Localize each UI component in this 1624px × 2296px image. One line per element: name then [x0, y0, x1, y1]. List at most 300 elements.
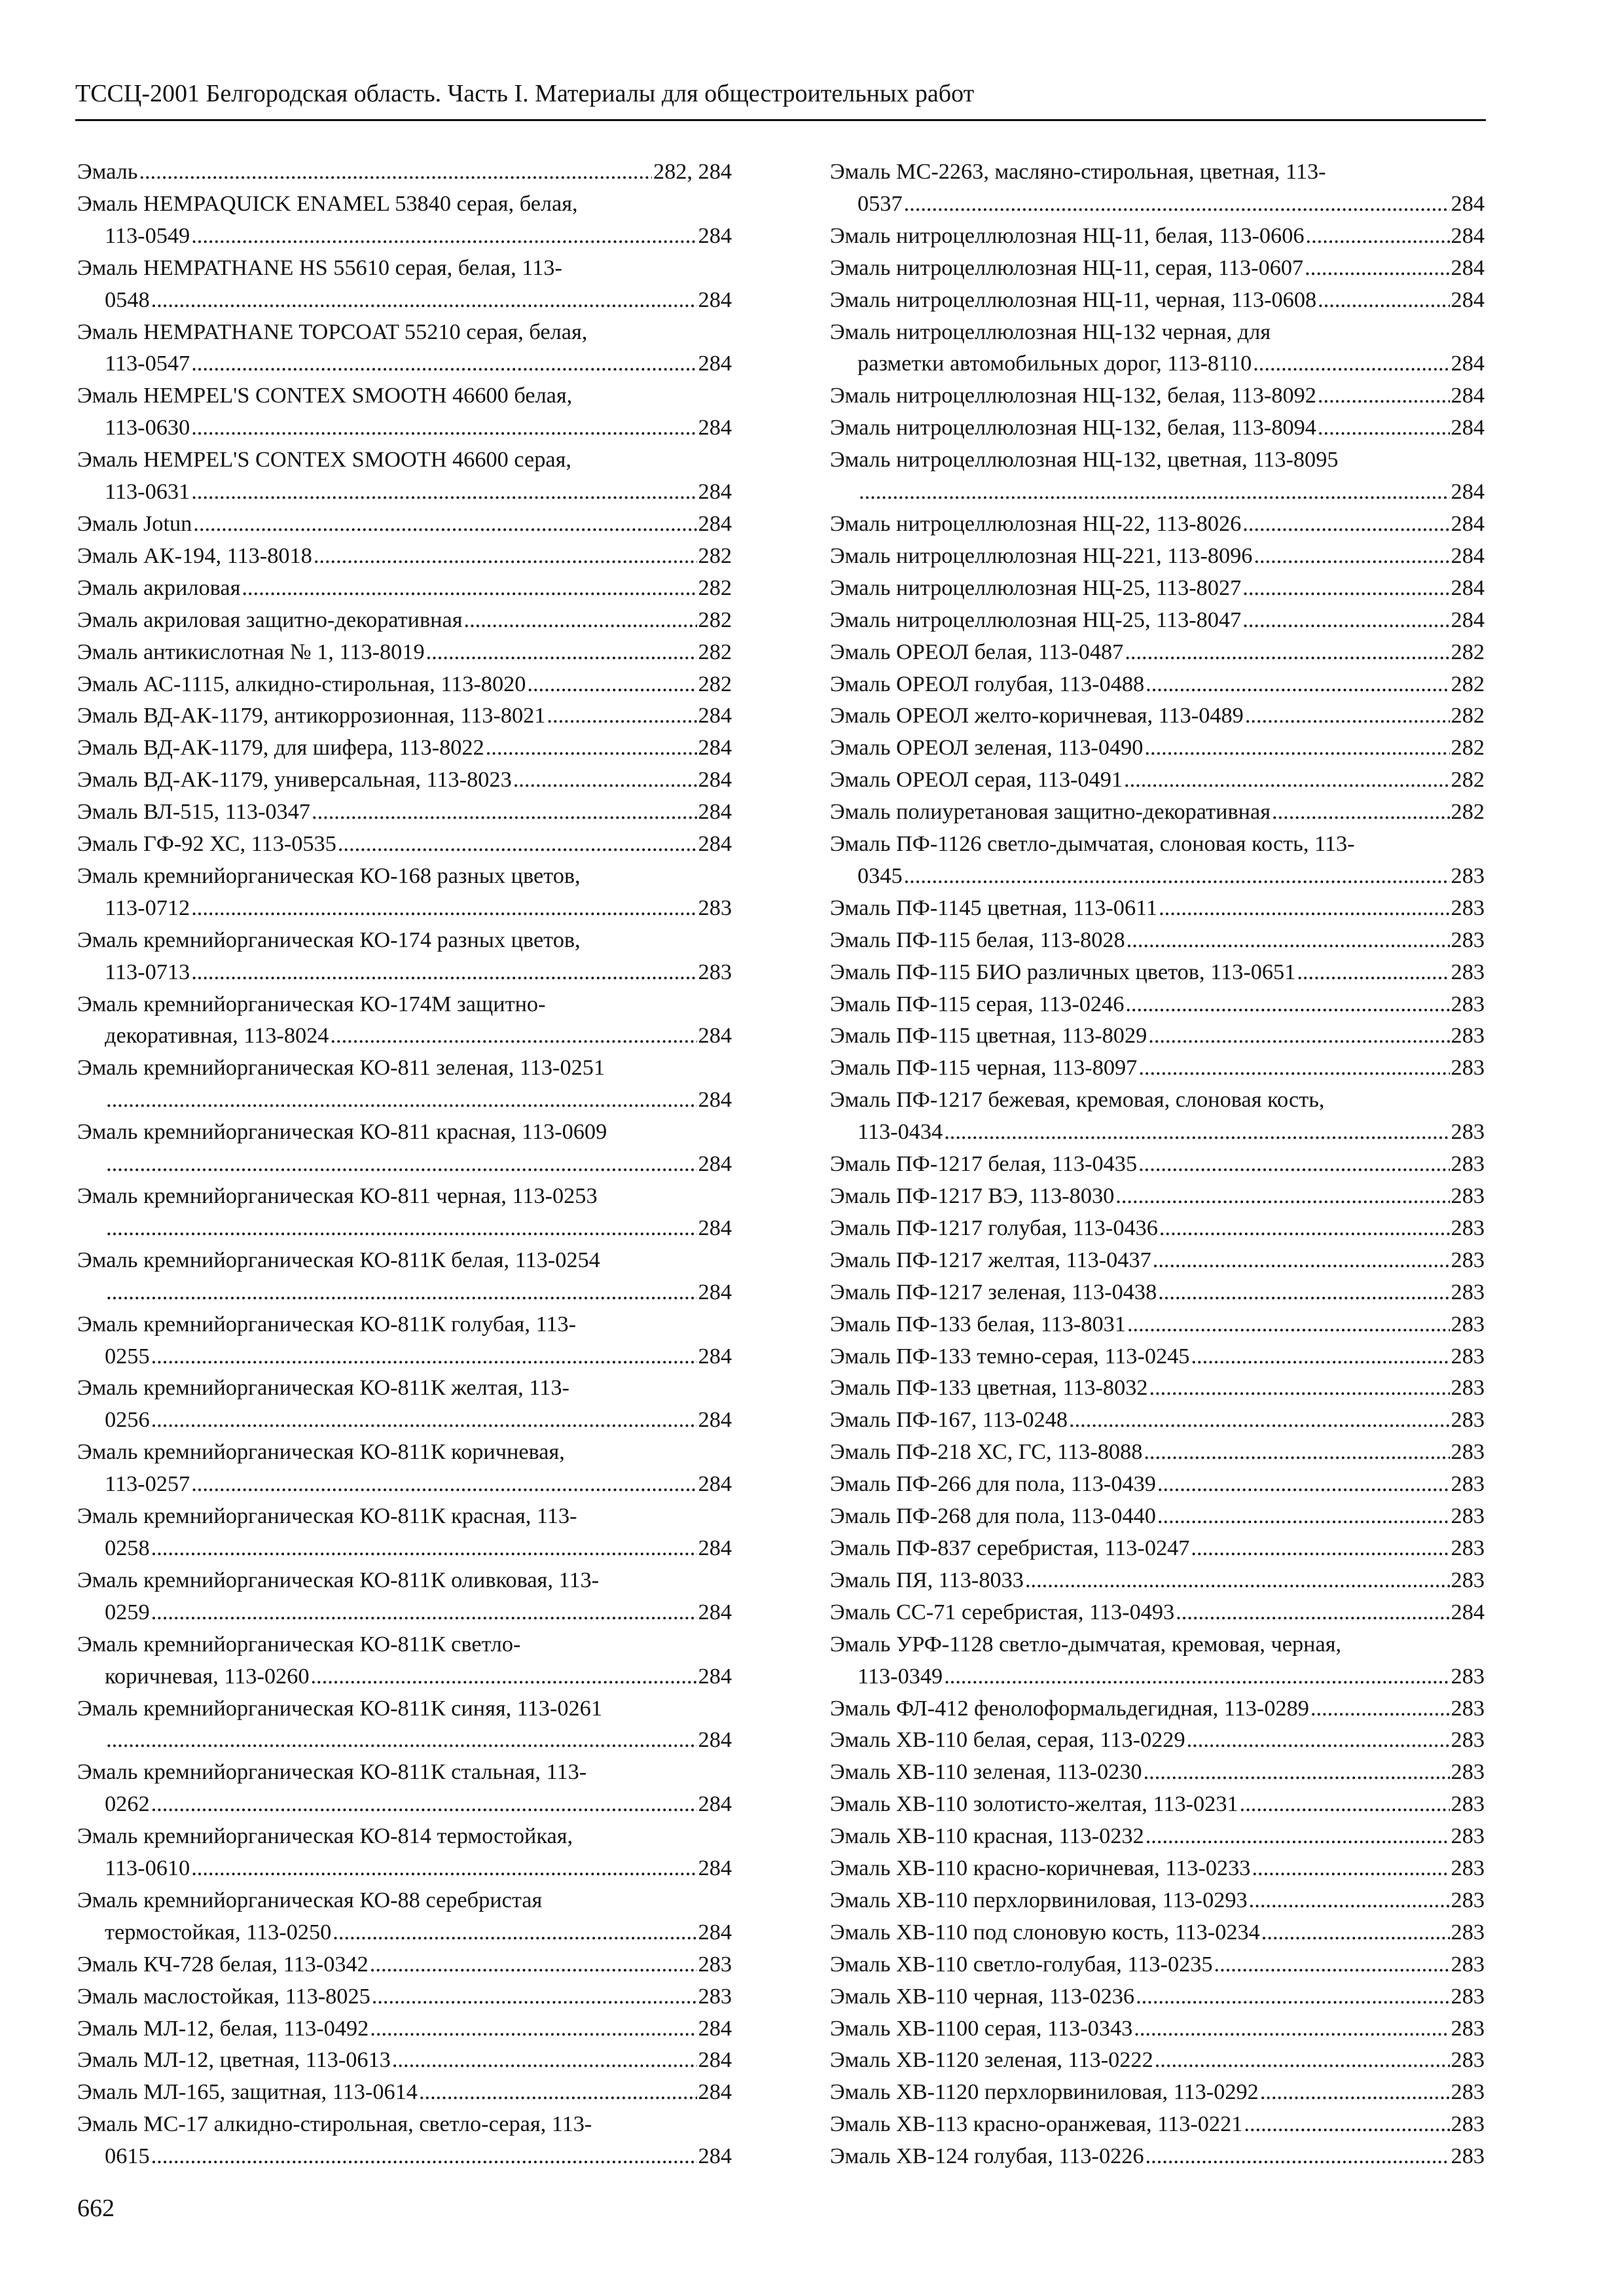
index-entry-line	[77, 348, 732, 380]
index-entry-line	[77, 1340, 732, 1372]
index-entry	[77, 924, 732, 988]
index-entry-text: 113-0712	[105, 895, 190, 920]
index-entry	[830, 1532, 1485, 1564]
index-entry	[77, 1244, 732, 1308]
index-page-ref: 283	[1451, 1439, 1485, 1465]
index-entry-line	[830, 1852, 1485, 1884]
index-page-ref: 283	[1451, 1919, 1485, 1945]
index-page-ref: 284	[698, 1856, 732, 1881]
index-entry	[830, 1981, 1485, 2013]
index-entry-line	[77, 1564, 732, 1596]
index-entry	[830, 604, 1485, 636]
index-entry-text: Эмаль ПФ-268 для пола, 113-0440	[830, 1503, 1156, 1529]
dot-leader	[1187, 1724, 1450, 1756]
dot-leader	[1176, 1596, 1449, 1628]
index-entry-line	[830, 380, 1485, 412]
index-entry-text: Эмаль ПФ-837 серебристая, 113-0247	[830, 1535, 1190, 1560]
index-entry	[830, 764, 1485, 796]
index-entry-text: Эмаль ПФ-115 белая, 113-8028	[830, 927, 1125, 952]
index-page-ref: 284	[698, 1023, 732, 1049]
index-entry	[77, 1436, 732, 1500]
index-entry	[830, 1372, 1485, 1404]
index-entry	[77, 1052, 732, 1116]
index-entry-line	[77, 1820, 732, 1852]
index-entry	[830, 444, 1485, 508]
dot-leader	[1240, 1788, 1450, 1820]
index-page-ref: 284	[698, 1087, 732, 1113]
index-entry-line	[77, 2076, 732, 2108]
index-entry-text: Эмаль ПФ-1217 белая, 113-0435	[830, 1151, 1138, 1177]
dot-leader	[1144, 732, 1449, 764]
index-entry-line	[77, 1532, 732, 1564]
index-entry-text: Эмаль кремнийорганическая КО-811 черная, 113-0253	[77, 1183, 598, 1208]
index-page-ref: 284	[1451, 1599, 1485, 1624]
index-entry	[77, 508, 732, 540]
dot-leader	[151, 1404, 697, 1436]
index-entry-line	[77, 1212, 732, 1244]
index-page-ref: 282	[698, 639, 732, 664]
dot-leader	[1254, 540, 1449, 572]
dot-leader	[1252, 1852, 1449, 1884]
dot-leader	[1214, 1948, 1450, 1981]
dot-leader	[1138, 1052, 1449, 1084]
index-page-ref: 283	[1451, 2079, 1485, 2105]
index-entry-text: Эмаль ПФ-1217 ВЭ, 113-8030	[830, 1183, 1115, 1208]
index-entry	[830, 2108, 1485, 2140]
dot-leader	[904, 860, 1450, 892]
index-entry-line	[77, 796, 732, 828]
dot-leader	[1157, 1468, 1450, 1500]
index-entry-line	[830, 316, 1485, 348]
index-entry-text: Эмаль АК-194, 113-8018	[77, 543, 312, 568]
index-entry-text: 0262	[105, 1791, 150, 1817]
index-entry-line	[830, 444, 1485, 476]
index-entry	[77, 828, 732, 860]
index-page-ref: 284	[1451, 190, 1485, 216]
dot-leader	[151, 1596, 697, 1628]
index-page-ref: 283	[698, 895, 732, 920]
index-page-ref: 284	[1451, 383, 1485, 408]
index-entry-line	[830, 1564, 1485, 1596]
index-entry-text: Эмаль кремнийорганическая КО-811К желтая, 113-	[77, 1375, 569, 1401]
index-entry	[830, 988, 1485, 1020]
dot-leader	[426, 636, 697, 668]
index-entry-text: Эмаль ПФ-266 для пола, 113-0439	[830, 1471, 1156, 1497]
dot-leader	[1144, 1436, 1449, 1468]
index-entry-line	[830, 860, 1485, 892]
index-page-ref: 283	[1451, 1856, 1485, 1881]
index-entry-line	[830, 1660, 1485, 1693]
index-page-ref: 283	[1451, 1791, 1485, 1817]
index-entry-text: Эмаль ПФ-115 серая, 113-0246	[830, 991, 1125, 1016]
index-entry-line	[830, 1724, 1485, 1756]
index-entry-line	[77, 220, 732, 252]
index-entry-line	[77, 508, 732, 540]
index-entry-line	[77, 1628, 732, 1660]
index-entry-line	[830, 2108, 1485, 2140]
index-entry-line	[77, 860, 732, 892]
index-entry-text: Эмаль кремнийорганическая КО-811К белая, 113-0254	[77, 1247, 600, 1272]
index-page-ref: 284	[698, 479, 732, 505]
index-entry	[830, 892, 1485, 924]
index-entry-line	[77, 1404, 732, 1436]
index-page-ref: 284	[698, 1727, 732, 1753]
index-entry	[830, 1500, 1485, 1532]
index-entry-text: Эмаль ПФ-1217 зеленая, 113-0438	[830, 1279, 1157, 1304]
index-entry	[830, 1020, 1485, 1052]
index-entry-line	[830, 156, 1485, 188]
index-entry-line	[830, 1788, 1485, 1820]
dot-leader	[1245, 700, 1450, 732]
dot-leader	[1069, 1404, 1450, 1436]
index-entry	[77, 1884, 732, 1948]
index-entry-text: 0258	[105, 1535, 150, 1560]
index-entry-line	[830, 956, 1485, 988]
index-entry-text: Эмаль кремнийорганическая КО-88 серебристая	[77, 1887, 543, 1912]
index-entry-text: Эмаль СС-71 серебристая, 113-0493	[830, 1599, 1175, 1624]
index-page-ref: 284	[698, 2015, 732, 2041]
index-entry-line	[830, 508, 1485, 540]
index-entry-text: 0537	[857, 190, 903, 216]
index-entry-text: 113-0257	[105, 1471, 190, 1497]
index-entry-text: Эмаль ВД-АК-1179, для шифера, 113-8022	[77, 735, 484, 761]
index-entry-text: Эмаль ХВ-124 голубая, 113-0226	[830, 2144, 1144, 2169]
index-entry	[830, 1564, 1485, 1596]
index-entry-text: Эмаль ПЯ, 113-8033	[830, 1567, 1024, 1592]
dot-leader	[310, 1660, 696, 1693]
dot-leader	[106, 1276, 697, 1308]
index-entry-text: Эмаль акриловая защитно-декоративная	[77, 607, 463, 632]
dot-leader	[1134, 2013, 1449, 2045]
index-page-ref: 283	[1451, 1151, 1485, 1177]
dot-leader	[314, 540, 697, 572]
index-entry	[830, 1788, 1485, 1820]
index-entry	[77, 444, 732, 508]
dot-leader	[1244, 2108, 1449, 2140]
dot-leader	[191, 220, 696, 252]
index-entry-line	[77, 284, 732, 316]
index-page-ref: 284	[698, 511, 732, 536]
index-page-ref: 283	[1451, 2015, 1485, 2041]
index-entry	[830, 156, 1485, 220]
index-entry-line	[77, 1916, 732, 1948]
index-entry	[830, 1724, 1485, 1756]
index-entry	[830, 1820, 1485, 1852]
dot-leader	[193, 508, 696, 540]
index-entry-line	[77, 1084, 732, 1116]
index-entry-text: Эмаль кремнийорганическая КО-811К коричневая,	[77, 1439, 565, 1465]
index-entry-line	[830, 668, 1485, 700]
index-entry-text: декоративная, 113-8024	[105, 1023, 329, 1049]
index-page-ref: 283	[1451, 1375, 1485, 1401]
index-page-ref: 284	[698, 1535, 732, 1560]
index-entry-line	[77, 1436, 732, 1468]
index-entry-text: 113-0547	[105, 351, 190, 376]
index-entry-line	[830, 764, 1485, 796]
index-page-ref: 284	[698, 1663, 732, 1689]
index-entry	[830, 1916, 1485, 1948]
index-entry	[77, 988, 732, 1052]
index-entry-line	[77, 700, 732, 732]
dot-leader	[151, 1340, 697, 1372]
index-entry-line	[77, 444, 732, 476]
index-entry-text: Эмаль ПФ-115 БИО различных цветов, 113-0651	[830, 959, 1296, 984]
index-entry-text: Эмаль АС-1115, алкидно-стирольная, 113-8020	[77, 671, 526, 696]
index-entry-line	[77, 892, 732, 924]
dot-leader	[191, 892, 696, 924]
index-entry-text: Эмаль ОРЕОЛ зеленая, 113-0490	[830, 735, 1144, 761]
index-entry	[830, 1052, 1485, 1084]
dot-leader	[859, 476, 1450, 508]
index-page-ref: 284	[1451, 511, 1485, 536]
index-entry-text: Эмаль нитроцеллюлозная НЦ-25, 113-8027	[830, 575, 1242, 600]
dot-leader	[486, 732, 697, 764]
dot-leader	[151, 1532, 697, 1564]
index-entry-text: Эмаль кремнийорганическая КО-811К синяя, 113-0261	[77, 1695, 602, 1721]
index-entry-line	[77, 1948, 732, 1981]
index-entry-line	[830, 1468, 1485, 1500]
index-page-ref: 284	[1451, 479, 1485, 505]
index-entry-line	[830, 796, 1485, 828]
index-entry-line	[830, 1404, 1485, 1436]
index-entry-line	[77, 1468, 732, 1500]
dot-leader	[1127, 1308, 1450, 1340]
index-entry-line	[77, 828, 732, 860]
index-page-ref: 284	[1451, 287, 1485, 312]
index-page-ref: 283	[1451, 927, 1485, 952]
index-entry-line	[830, 1180, 1485, 1212]
index-entry	[77, 2044, 732, 2076]
index-entry	[830, 1148, 1485, 1180]
index-entry	[77, 604, 732, 636]
index-entry	[830, 1756, 1485, 1788]
dot-leader	[1125, 988, 1449, 1020]
index-page-ref: 283	[1451, 1727, 1485, 1753]
dot-leader	[151, 284, 697, 316]
index-entry	[77, 1693, 732, 1757]
index-entry	[77, 540, 732, 572]
index-entry-line	[77, 412, 732, 444]
index-entry-text: Эмаль ПФ-218 ХС, ГС, 113-8088	[830, 1439, 1143, 1465]
index-entry-line	[77, 1724, 732, 1756]
index-page-ref: 284	[698, 2079, 732, 2105]
index-page-ref: 283	[1451, 1311, 1485, 1336]
index-entry-text: Эмаль ПФ-115 цветная, 113-8029	[830, 1023, 1147, 1049]
index-entry-text: 113-0713	[105, 959, 190, 984]
index-entry	[77, 732, 732, 764]
index-entry-text: Эмаль ПФ-1126 светло-дымчатая, слоновая кость, 113-	[830, 831, 1355, 857]
dot-leader	[1249, 1884, 1450, 1916]
index-entry-line	[830, 1948, 1485, 1981]
index-entry-text: 113-0549	[105, 223, 190, 248]
dot-leader	[1261, 1916, 1450, 1948]
index-entry	[77, 700, 732, 732]
index-entry-line	[830, 412, 1485, 444]
index-entry	[77, 1981, 732, 2013]
index-page-ref: 284	[698, 1151, 732, 1177]
index-entry-text: Эмаль ХВ-110 красно-коричневая, 113-0233	[830, 1856, 1251, 1881]
index-entry	[77, 796, 732, 828]
dot-leader	[191, 476, 696, 508]
dot-leader	[1253, 348, 1449, 380]
index-entry-text: Эмаль кремнийорганическая КО-811К светло-	[77, 1631, 521, 1657]
index-page-ref: 283	[1451, 1055, 1485, 1081]
index-entry-text: Эмаль антикислотная № 1, 113-8019	[77, 639, 425, 664]
index-entry-line	[77, 1500, 732, 1532]
index-entry	[830, 412, 1485, 444]
index-entry-line	[830, 988, 1485, 1020]
index-entry	[830, 956, 1485, 988]
dot-leader	[1242, 572, 1449, 604]
index-entry-line	[830, 1436, 1485, 1468]
index-page-ref: 283	[1451, 1471, 1485, 1497]
index-page-ref: 283	[1451, 1663, 1485, 1689]
index-page-ref: 283	[1451, 863, 1485, 888]
dot-leader	[944, 1660, 1449, 1693]
dot-leader	[139, 156, 652, 188]
index-entry-line	[77, 1276, 732, 1308]
index-entry-line	[77, 668, 732, 700]
dot-leader	[464, 604, 697, 636]
index-page-ref: 284	[1451, 415, 1485, 440]
index-entry	[77, 1756, 732, 1820]
dot-leader	[1159, 892, 1449, 924]
index-entry-line	[830, 1340, 1485, 1372]
index-entry	[830, 1244, 1485, 1276]
index-entry-text: Эмаль ВД-АК-1179, универсальная, 113-8023	[77, 767, 512, 793]
index-entry	[830, 1180, 1485, 1212]
index-entry-line	[830, 2044, 1485, 2076]
index-entry-text: Эмаль ХВ-1100 серая, 113-0343	[830, 2015, 1133, 2041]
dot-leader	[547, 700, 696, 732]
index-entry	[77, 1948, 732, 1981]
index-entry-text: Эмаль полиуретановая защитно-декоративная	[830, 799, 1271, 825]
index-entry-line	[77, 572, 732, 604]
index-page-ref: 284	[1451, 543, 1485, 568]
index-page-ref: 284	[698, 415, 732, 440]
index-entry-line	[830, 828, 1485, 860]
index-page-ref: 283	[1451, 1183, 1485, 1208]
index-entry-line	[830, 572, 1485, 604]
dot-leader	[338, 828, 697, 860]
dot-leader	[191, 1468, 696, 1500]
index-page-ref: 284	[698, 1599, 732, 1624]
index-entry-text: Эмаль ГФ-92 ХС, 113-0535	[77, 831, 336, 857]
index-entry-text: Эмаль кремнийорганическая КО-174М защитно-	[77, 991, 546, 1016]
index-page-ref: 283	[1451, 1951, 1485, 1977]
index-entry-line	[77, 252, 732, 284]
index-entry-text: Эмаль ХВ-110 под слоновую кость, 113-0234	[830, 1919, 1260, 1945]
index-entry-line	[830, 892, 1485, 924]
index-entry-line	[77, 1180, 732, 1212]
index-column-right	[830, 156, 1485, 2172]
index-entry-line	[77, 1148, 732, 1180]
index-entry-line	[77, 380, 732, 412]
index-entry	[830, 1276, 1485, 1308]
index-entry-text: Эмаль КЧ-728 белая, 113-0342	[77, 1951, 369, 1977]
index-entry-line	[830, 1116, 1485, 1148]
index-page-ref: 283	[1451, 1983, 1485, 2009]
index-page-ref: 284	[698, 351, 732, 376]
index-entry-text: Эмаль МС-17 алкидно-стирольная, светло-серая, 113-	[77, 2111, 592, 2137]
index-entry-line	[77, 636, 732, 668]
index-entry	[830, 220, 1485, 252]
dot-leader	[1260, 2076, 1450, 2108]
dot-leader	[527, 668, 696, 700]
index-entry	[830, 1693, 1485, 1725]
dot-leader	[513, 764, 697, 796]
index-entry	[830, 1468, 1485, 1500]
index-entry	[830, 572, 1485, 604]
index-entry-line	[77, 316, 732, 348]
index-entry-line	[830, 1244, 1485, 1276]
index-entry-line	[77, 1756, 732, 1788]
index-entry-line	[830, 188, 1485, 220]
index-entry-line	[830, 1884, 1485, 1916]
index-entry	[830, 380, 1485, 412]
index-entry-line	[77, 2013, 732, 2045]
index-page-ref: 283	[1451, 1407, 1485, 1433]
index-page-ref: 282, 284	[653, 159, 732, 184]
index-entry	[830, 284, 1485, 316]
index-entry	[77, 316, 732, 380]
index-entry	[830, 540, 1485, 572]
index-entry-text: Эмаль МС-2263, масляно-стирольная, цветная, 113-	[830, 159, 1326, 184]
dot-leader	[151, 2140, 697, 2172]
index-page-ref: 284	[1451, 607, 1485, 632]
index-page-ref: 284	[1451, 351, 1485, 376]
index-entry-text: Эмаль ПФ-1217 голубая, 113-0436	[830, 1215, 1158, 1240]
index-page-ref: 283	[1451, 1023, 1485, 1049]
index-entry	[830, 1852, 1485, 1884]
dot-leader	[1242, 604, 1449, 636]
index-entry	[830, 2013, 1485, 2045]
index-entry-line	[830, 1212, 1485, 1244]
index-entry-line	[77, 1788, 732, 1820]
index-entry-line	[830, 700, 1485, 732]
index-page-ref: 283	[1451, 991, 1485, 1016]
index-page-ref: 283	[1451, 1119, 1485, 1145]
dot-leader	[151, 1788, 697, 1820]
index-page-ref: 283	[1451, 1695, 1485, 1721]
dot-leader	[1138, 1148, 1449, 1180]
index-entry	[830, 1404, 1485, 1436]
index-entry-text: Эмаль ОРЕОЛ желто-коричневая, 113-0489	[830, 703, 1244, 728]
index-entry-text: Эмаль кремнийорганическая КО-811К голубая, 113-	[77, 1311, 577, 1336]
index-entry-line	[77, 476, 732, 508]
dot-leader	[330, 1020, 696, 1052]
index-page-ref: 284	[698, 703, 732, 728]
index-entry-text: Эмаль ПФ-133 белая, 113-8031	[830, 1311, 1126, 1336]
index-entry-line	[830, 1020, 1485, 1052]
index-page-ref: 283	[1451, 1567, 1485, 1592]
dot-leader	[1318, 380, 1450, 412]
index-entry	[77, 1628, 732, 1693]
index-entry-line	[830, 1596, 1485, 1628]
index-entry-text: Эмаль ХВ-110 белая, серая, 113-0229	[830, 1727, 1185, 1753]
index-entry-text: 0345	[857, 863, 903, 888]
index-entry-text: 0259	[105, 1599, 150, 1624]
dot-leader	[106, 1724, 697, 1756]
index-entry	[77, 188, 732, 252]
index-entry	[830, 1340, 1485, 1372]
dot-leader	[1146, 2140, 1450, 2172]
index-entry-text: Эмаль кремнийорганическая КО-811К стальная, 113-	[77, 1759, 587, 1785]
index-page-ref: 284	[698, 2047, 732, 2073]
index-entry-text: 113-0349	[857, 1663, 943, 1689]
index-entry	[830, 316, 1485, 380]
index-entry-text: Эмаль нитроцеллюлозная НЦ-25, 113-8047	[830, 607, 1242, 632]
